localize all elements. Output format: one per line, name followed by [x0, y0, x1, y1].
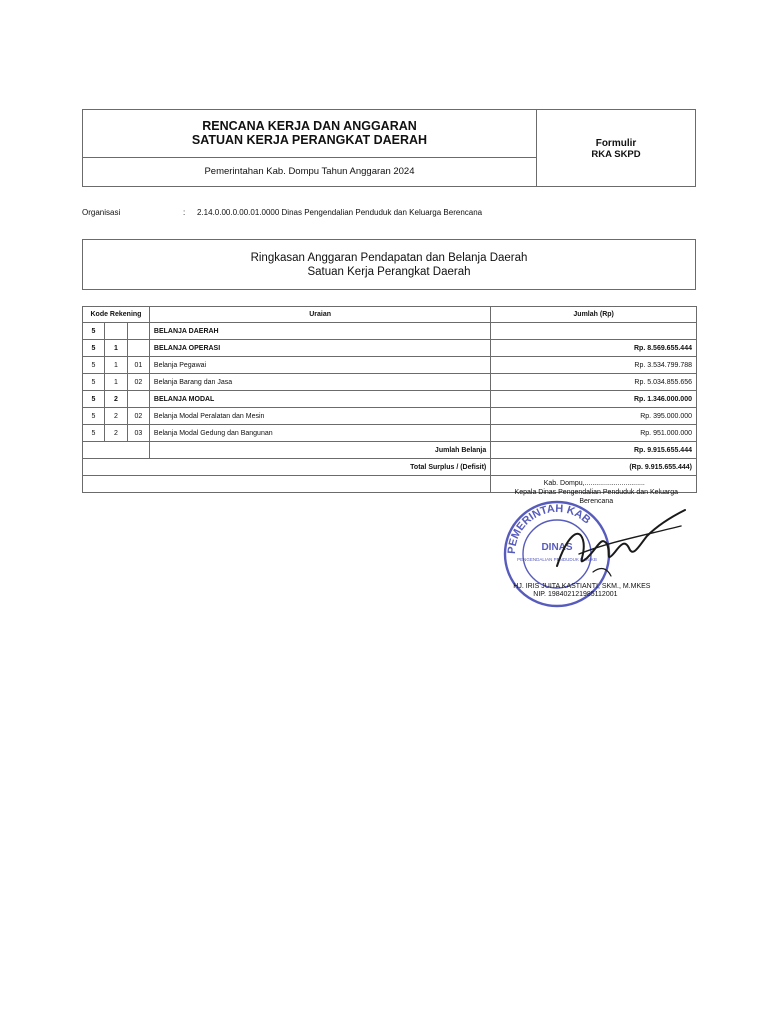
header-jumlah: Jumlah (Rp): [491, 307, 697, 323]
surplus-row: [83, 459, 697, 476]
header-title-cell: [83, 110, 537, 158]
jumlah-cell: Rp. 3.534.799.788: [491, 357, 697, 374]
kode-3: 01: [127, 357, 149, 374]
kode-2: 2: [104, 408, 127, 425]
header-title-line2: SATUAN KERJA PERANGKAT DAERAH: [191, 133, 428, 147]
kode-2: 1: [104, 357, 127, 374]
kode-3: 02: [127, 374, 149, 391]
summary-title-line2: Satuan Kerja Perangkat Daerah: [307, 266, 471, 278]
kode-1: 5: [83, 357, 105, 374]
signature-title: Kepala Dinas Pengendalian Penduduk dan Keluarga Berencana: [514, 489, 679, 505]
jumlah-cell: Rp. 1.346.000.000: [491, 391, 697, 408]
uraian-cell: Belanja Modal Gedung dan Bangunan: [149, 425, 490, 442]
jumlah-belanja-blank: [83, 442, 150, 459]
form-code: RKA SKPD: [591, 149, 641, 160]
header-kode-rekening: Kode Rekening: [83, 307, 150, 323]
stamp-center-text: DINAS: [541, 542, 573, 553]
surplus-label: Total Surplus / (Defisit): [83, 459, 491, 476]
kode-1: 5: [83, 374, 105, 391]
table-row: [83, 340, 697, 357]
kode-2: 1: [104, 340, 127, 357]
signatory-nip: NIP. 198402121985112001: [533, 591, 618, 598]
kode-1: 5: [83, 391, 105, 408]
kode-3: [127, 340, 149, 357]
table-header-row: [83, 307, 697, 323]
surplus-value: (Rp. 9.915.655.444): [491, 459, 697, 476]
handwritten-signature-icon: [549, 506, 689, 586]
kode-3: 03: [127, 425, 149, 442]
kode-3: [127, 323, 149, 340]
table-row: [83, 425, 697, 442]
kode-2: 2: [104, 391, 127, 408]
header-uraian: Uraian: [149, 307, 490, 323]
jumlah-cell: Rp. 5.034.855.656: [491, 374, 697, 391]
jumlah-belanja-row: [83, 442, 697, 459]
organisasi-label: Organisasi: [82, 208, 121, 217]
signature-row: [83, 476, 697, 493]
header-box: [82, 109, 696, 187]
jumlah-cell: Rp. 395.000.000: [491, 408, 697, 425]
jumlah-cell: [491, 323, 697, 340]
table-row: [83, 374, 697, 391]
signature-blank-cell: [83, 476, 491, 493]
kode-2: 1: [104, 374, 127, 391]
stamp-arc-text: PEMERINTAH KAB: [506, 502, 593, 555]
summary-title-box: [82, 239, 696, 290]
header-subtitle: Pemerintahan Kab. Dompu Tahun Anggaran 2024: [83, 158, 537, 186]
kode-3: [127, 391, 149, 408]
uraian-cell: BELANJA DAERAH: [149, 323, 490, 340]
uraian-cell: BELANJA MODAL: [149, 391, 490, 408]
stamp-sub-text: PENGENDALIAN PENDUDUK DAN KB: [517, 557, 598, 562]
form-code-cell: [537, 110, 695, 186]
kode-1: 5: [83, 340, 105, 357]
kode-1: 5: [83, 323, 105, 340]
kode-1: 5: [83, 408, 105, 425]
uraian-cell: Belanja Modal Peralatan dan Mesin: [149, 408, 490, 425]
jumlah-cell: Rp. 951.000.000: [491, 425, 697, 442]
table-row: [83, 408, 697, 425]
uraian-cell: BELANJA OPERASI: [149, 340, 490, 357]
jumlah-belanja-value: Rp. 9.915.655.444: [491, 442, 697, 459]
uraian-cell: Belanja Barang dan Jasa: [149, 374, 490, 391]
signature-block: [491, 476, 697, 604]
uraian-cell: Belanja Pegawai: [149, 357, 490, 374]
kode-2: [104, 323, 127, 340]
jumlah-cell: Rp. 8.569.655.444: [491, 340, 697, 357]
table-row: [83, 357, 697, 374]
form-label: Formulir: [595, 138, 637, 149]
budget-table: [82, 306, 697, 598]
kode-1: 5: [83, 425, 105, 442]
organisasi-value: 2.14.0.00.0.00.01.0000 Dinas Pengendalian Penduduk dan Keluarga Berencana: [197, 208, 483, 217]
kode-2: 2: [104, 425, 127, 442]
signature-place-date: Kab. Dompu,...............................: [543, 480, 645, 487]
summary-title-line1: Ringkasan Anggaran Pendapatan dan Belanja Daerah: [250, 252, 528, 264]
table-row: [83, 323, 697, 340]
signature-cell: [491, 476, 697, 598]
header-title-line1: RENCANA KERJA DAN ANGGARAN: [202, 119, 417, 133]
organisasi-colon: :: [183, 208, 186, 217]
signatory-name: HJ. IRIS JUITA KASTIANTI, SKM., M.MKES: [513, 583, 651, 590]
kode-3: 02: [127, 408, 149, 425]
jumlah-belanja-label: Jumlah Belanja: [149, 442, 490, 459]
table-row: [83, 391, 697, 408]
